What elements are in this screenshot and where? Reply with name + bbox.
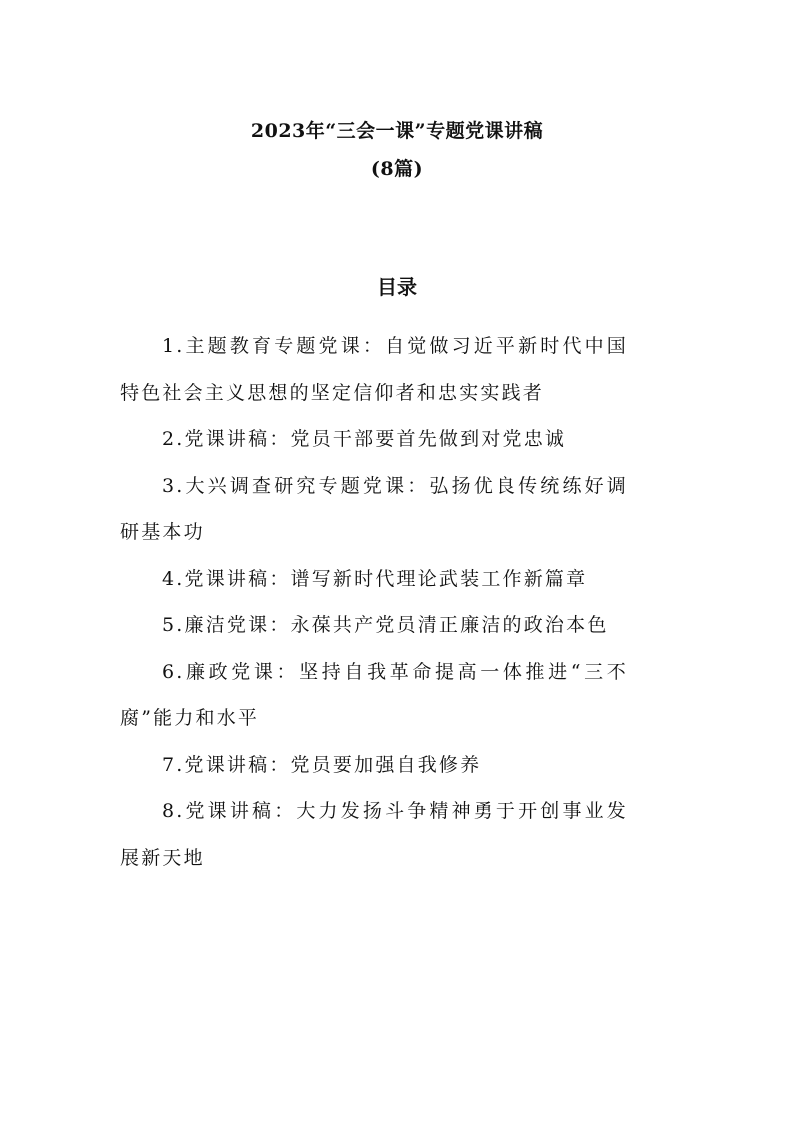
document-title: 2023年“三会一课”专题党课讲稿 — [250, 120, 544, 142]
toc-item: 4.党课讲稿：谱写新时代理论武装工作新篇章 — [162, 567, 588, 590]
document-subtitle: (8篇) — [370, 158, 424, 180]
toc-item: 6.廉政党课：坚持自我革命提高一体推进“三不腐”能力和水平 — [120, 660, 628, 729]
toc-item: 3.大兴调查研究专题党课：弘扬优良传统练好调研基本功 — [120, 474, 628, 543]
toc-heading: 目录 — [377, 275, 417, 299]
toc-item: 2.党课讲稿：党员干部要首先做到对党忠诚 — [162, 428, 567, 450]
toc-item: 1.主题教育专题党课：自觉做习近平新时代中国特色社会主义思想的坚定信仰者和忠实实践者 — [120, 335, 628, 404]
toc-item: 5.廉洁党课：永葆共产党员清正廉洁的政治本色 — [162, 614, 609, 636]
toc-item: 8.党课讲稿：大力发扬斗争精神勇于开创事业发展新天地 — [120, 800, 628, 869]
toc-item: 7.党课讲稿：党员要加强自我修养 — [162, 753, 482, 776]
table-of-contents — [120, 323, 628, 881]
